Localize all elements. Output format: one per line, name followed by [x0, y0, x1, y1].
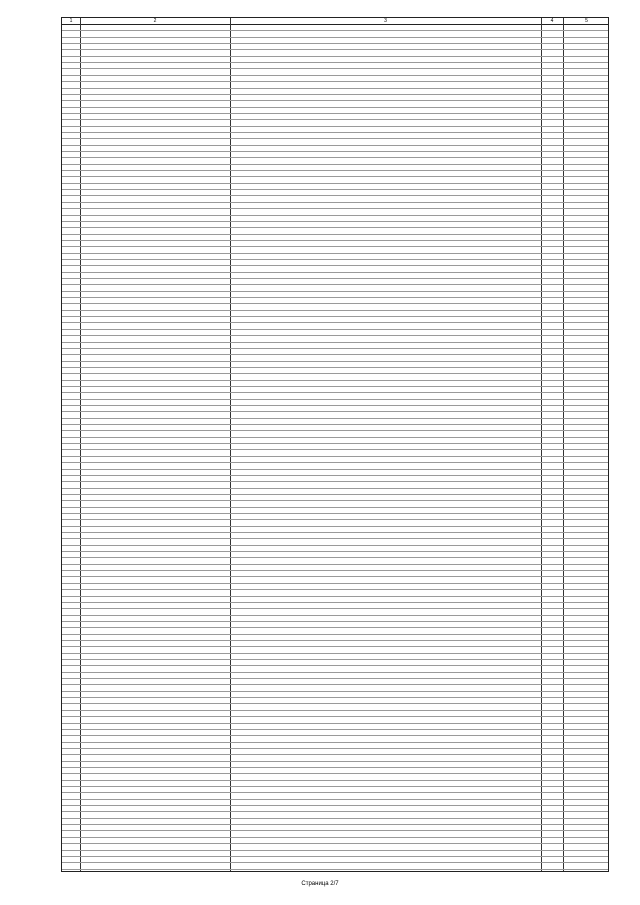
table-row-line: [62, 475, 608, 476]
table-row-line: [62, 837, 608, 838]
table-row-line: [62, 507, 608, 508]
table-row-line: [62, 284, 608, 285]
table-row-line: [62, 62, 608, 63]
table-row-line: [62, 615, 608, 616]
table-row-line: [62, 170, 608, 171]
table-row-line: [62, 424, 608, 425]
table-row-line: [62, 316, 608, 317]
table-row-line: [62, 570, 608, 571]
table-row-line: [62, 767, 608, 768]
table-row-line: [62, 519, 608, 520]
table-row-line: [62, 754, 608, 755]
table-row-line: [62, 799, 608, 800]
table-row-line: [62, 437, 608, 438]
table-row-line: [62, 729, 608, 730]
table-row-line: [62, 399, 608, 400]
table-row-line: [62, 43, 608, 44]
table-row-line: [62, 583, 608, 584]
table-row-line: [62, 157, 608, 158]
table-row-line: [62, 748, 608, 749]
table-body: [62, 24, 608, 871]
column-number-2: 2: [153, 18, 157, 24]
table-row-line: [62, 259, 608, 260]
table-row-line: [62, 532, 608, 533]
table-row-line: [62, 430, 608, 431]
table-row-line: [62, 805, 608, 806]
table-row-line: [62, 818, 608, 819]
table-row-line: [62, 183, 608, 184]
table-row-line: [62, 291, 608, 292]
table-row-line: [62, 646, 608, 647]
table-row-line: [62, 278, 608, 279]
table-row-line: [62, 634, 608, 635]
table-row-line: [62, 557, 608, 558]
table-row-line: [62, 456, 608, 457]
table-row-line: [62, 494, 608, 495]
table-row-line: [62, 68, 608, 69]
table-row-line: [62, 596, 608, 597]
table-row-line: [62, 342, 608, 343]
table-row-line: [62, 500, 608, 501]
table-row-line: [62, 265, 608, 266]
table-row-line: [62, 443, 608, 444]
table-row-line: [62, 227, 608, 228]
table-row-line: [62, 202, 608, 203]
table-row-line: [62, 665, 608, 666]
table-row-line: [62, 703, 608, 704]
table-row-line: [62, 653, 608, 654]
table-row-line: [62, 373, 608, 374]
table-row-line: [62, 672, 608, 673]
column-number-1: 1: [69, 18, 73, 24]
table-row-line: [62, 132, 608, 133]
table-row-line: [62, 246, 608, 247]
table-row-line: [62, 773, 608, 774]
table-row-line: [62, 386, 608, 387]
table-row-line: [62, 75, 608, 76]
table-row-line: [62, 151, 608, 152]
table-row-line: [62, 361, 608, 362]
table-row-line: [62, 513, 608, 514]
document-table: [61, 17, 609, 872]
table-row-line: [62, 215, 608, 216]
table-row-line: [62, 551, 608, 552]
table-row-line: [62, 843, 608, 844]
table-row-line: [62, 824, 608, 825]
table-row-line: [62, 49, 608, 50]
table-row-line: [62, 208, 608, 209]
table-row-line: [62, 37, 608, 38]
table-row-line: [62, 392, 608, 393]
table-row-line: [62, 195, 608, 196]
table-row-line: [62, 221, 608, 222]
table-row-line: [62, 723, 608, 724]
table-row-line: [62, 780, 608, 781]
table-row-line: [62, 367, 608, 368]
table-row-line: [62, 310, 608, 311]
table-row-line: [62, 538, 608, 539]
table-row-line: [62, 862, 608, 863]
table-row-line: [62, 335, 608, 336]
table-row-line: [62, 735, 608, 736]
table-row-line: [62, 602, 608, 603]
table-row-line: [62, 113, 608, 114]
table-row-line: [62, 716, 608, 717]
table-row-line: [62, 830, 608, 831]
table-row-line: [62, 564, 608, 565]
column-number-3: 3: [384, 18, 387, 24]
table-row-line: [62, 792, 608, 793]
table-row-line: [62, 272, 608, 273]
table-row-line: [62, 608, 608, 609]
table-row-line: [62, 418, 608, 419]
table-row-line: [62, 710, 608, 711]
table-row-line: [62, 253, 608, 254]
table-row-line: [62, 94, 608, 95]
column-number-4: 4: [550, 18, 554, 24]
table-row-line: [62, 164, 608, 165]
table-row-line: [62, 462, 608, 463]
table-row-line: [62, 627, 608, 628]
table-row-line: [62, 322, 608, 323]
table-row-line: [62, 621, 608, 622]
table-row-line: [62, 411, 608, 412]
table-row-line: [62, 176, 608, 177]
table-row-line: [62, 240, 608, 241]
table-row-line: [62, 869, 608, 870]
table-row-line: [62, 856, 608, 857]
table-row-line: [62, 354, 608, 355]
table-row-line: [62, 380, 608, 381]
table-row-line: [62, 545, 608, 546]
table-row-line: [62, 786, 608, 787]
table-row-line: [62, 30, 608, 31]
table-row-line: [62, 348, 608, 349]
column-number-5: 5: [585, 18, 588, 24]
table-row-line: [62, 138, 608, 139]
table-row-line: [62, 405, 608, 406]
table-row-line: [62, 189, 608, 190]
table-row-line: [62, 234, 608, 235]
table-row-line: [62, 811, 608, 812]
table-row-line: [62, 145, 608, 146]
table-row-line: [62, 678, 608, 679]
table-row-line: [62, 761, 608, 762]
table-row-line: [62, 107, 608, 108]
table-row-line: [62, 449, 608, 450]
table-row-line: [62, 329, 608, 330]
table-row-line: [62, 297, 608, 298]
table-row-line: [62, 119, 608, 120]
table-row-line: [62, 659, 608, 660]
table-row-line: [62, 303, 608, 304]
table-row-line: [62, 488, 608, 489]
table-row-line: [62, 697, 608, 698]
table-row-line: [62, 81, 608, 82]
table-row-line: [62, 100, 608, 101]
table-row-line: [62, 481, 608, 482]
table-row-line: [62, 589, 608, 590]
table-row-line: [62, 850, 608, 851]
table-row-line: [62, 126, 608, 127]
table-row-line: [62, 88, 608, 89]
table-row-line: [62, 684, 608, 685]
table-row-line: [62, 469, 608, 470]
table-row-line: [62, 526, 608, 527]
table-row-line: [62, 640, 608, 641]
table-row-line: [62, 742, 608, 743]
table-row-line: [62, 56, 608, 57]
page-footer: Страница 2/7: [301, 881, 339, 887]
table-row-line: [62, 691, 608, 692]
table-row-line: [62, 576, 608, 577]
